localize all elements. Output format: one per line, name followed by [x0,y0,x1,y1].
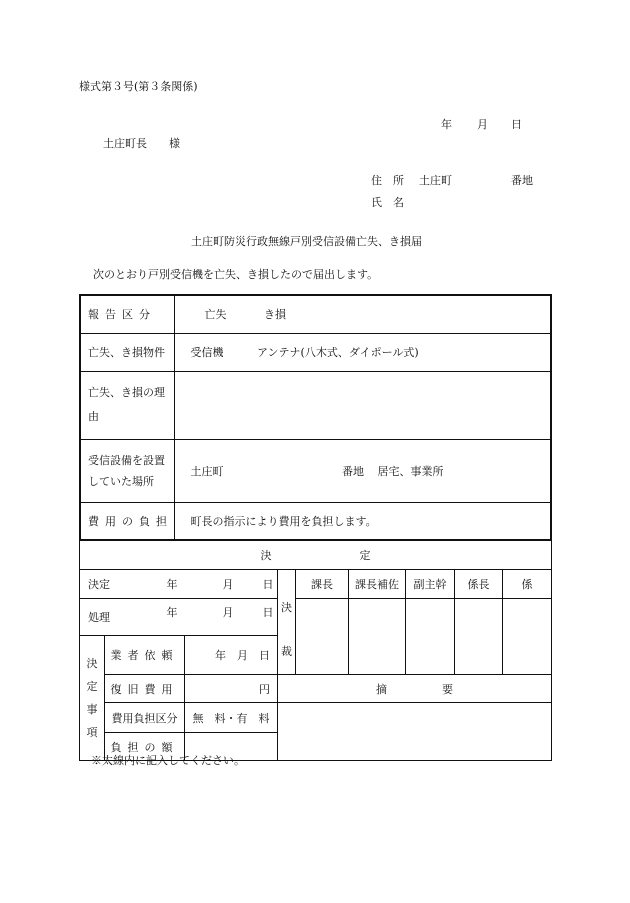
date-month-label: 月 [477,118,488,131]
address-town: 土庄町 [419,174,452,187]
item-value[interactable] [174,333,551,371]
report-table [79,294,552,541]
option-lost[interactable]: 亡失 [204,308,227,322]
role-kakari: 係 [503,570,552,599]
address-banchi: 番地 [511,174,533,187]
stamp-kacho[interactable] [296,599,349,675]
cost-row [80,502,551,540]
restoration-cost-label: 復旧費用 [105,675,185,703]
option-damaged[interactable]: き損 [264,308,286,322]
reason-label: 亡失、き損の理 由 [80,371,174,439]
option-receiver[interactable]: 受信機 [190,346,224,359]
cost-category-label: 費用負担区分 [105,703,185,733]
role-kacho-hosa: 課長補佐 [349,570,406,599]
location-kinds[interactable]: 居宅、事業所 [377,464,444,478]
location-row [80,439,551,502]
addressee: 土庄町長 様 [103,137,180,150]
decided-label: 決定 [80,570,185,599]
form-number: 様式第３号(第３条関係) [79,80,198,93]
cost-value: 町長の指示により費用を負担します。 [174,502,551,540]
option-antenna[interactable]: アンテナ(八木式、ダイポール式) [257,346,419,359]
restoration-cost-value[interactable]: 円 [185,675,278,703]
processed-label: 処理 [80,599,185,636]
decided-date[interactable]: 年 月 日 [185,570,278,599]
summary-label: 摘 要 [278,675,552,703]
date-year-label: 年 [441,118,452,131]
report-type-label: 報告区分 [80,295,174,333]
note-text: ※太線内に記入してください。 [91,754,245,767]
vendor-request-date[interactable]: 年 月 日 [185,636,278,675]
matters-label: 決 定 事 項 [80,636,105,761]
intro-text: 次のとおり戸別受信機を亡失、き損したので届出します。 [93,268,379,281]
cost-label: 費用の負担 [80,502,174,540]
stamp-fukushukan[interactable] [406,599,455,675]
location-label: 受信設備を設置 していた場所 [80,439,174,502]
summary-value[interactable] [278,703,552,761]
location-banchi: 番地 [342,464,364,478]
document-title: 土庄町防災行政無線戸別受信設備亡失、き損届 [191,235,422,248]
location-town: 土庄町 [190,464,224,478]
item-row [80,333,551,371]
item-label: 亡失、き損物件 [80,333,174,371]
decision-table [79,540,552,761]
stamp-kacho-hosa[interactable] [349,599,406,675]
location-value[interactable] [174,439,551,502]
role-kakaricho: 係長 [455,570,503,599]
free-paid-value[interactable]: 無 料・有 料 [185,703,278,733]
name-label: 氏 名 [371,196,404,209]
report-type-value[interactable] [174,295,551,333]
stamp-kakaricho[interactable] [455,599,503,675]
role-fukushukan: 副主幹 [406,570,455,599]
burden-amount-label: 負担の額 [105,733,185,761]
stamp-kakari[interactable] [503,599,552,675]
approval-label: 決 裁 [278,570,296,675]
decision-header: 決 定 [80,541,552,570]
role-kacho: 課長 [296,570,349,599]
vendor-request-label: 業者依頼 [105,636,185,675]
address-label: 住 所 [371,174,404,187]
processed-date[interactable]: 年 月 日 [185,599,278,636]
reason-row [80,371,551,439]
report-type-row [80,295,551,333]
reason-value[interactable] [174,371,551,439]
date-day-label: 日 [511,118,522,131]
